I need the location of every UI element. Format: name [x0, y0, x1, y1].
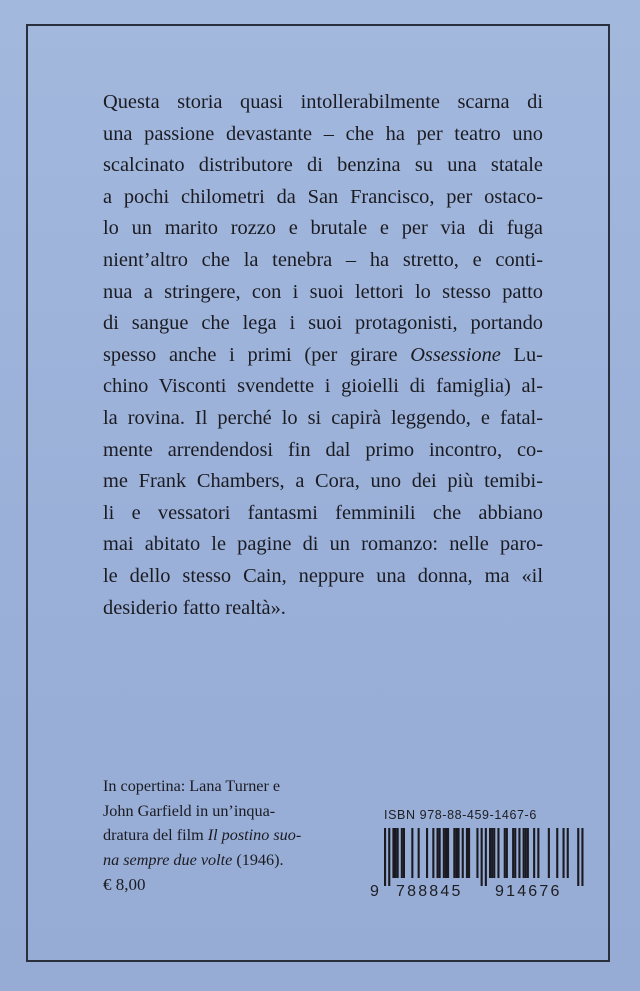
- barcode-guard-bar: [481, 828, 483, 886]
- barcode-bar: [497, 828, 499, 878]
- blurb-line: a pochi chilometri da San Francisco, per ostaco-: [103, 185, 543, 208]
- blurb-line: nua a stringere, con i suoi lettori lo stesso patto: [103, 280, 543, 303]
- barcode-bar: [403, 828, 405, 878]
- barcode-bar: [525, 828, 527, 878]
- price-label: € 8,00: [103, 875, 146, 894]
- barcode-bar: [447, 828, 449, 878]
- barcode-bar: [453, 828, 455, 878]
- barcode-bar: [468, 828, 470, 878]
- barcode-image: [384, 828, 604, 890]
- barcode-bar: [527, 828, 529, 878]
- barcode-bar: [548, 828, 550, 878]
- barcode-bar: [395, 828, 397, 878]
- barcode-bar: [455, 828, 457, 878]
- ean-right-group: 914676: [495, 883, 562, 900]
- barcode-guard-bar: [388, 828, 390, 886]
- cover-credit-caption: [103, 774, 343, 872]
- barcode-bar: [458, 828, 460, 878]
- ean-left-group: 788845: [396, 883, 463, 900]
- barcode-bar: [533, 828, 535, 878]
- caption-film-title: Il postino suo-: [207, 826, 302, 844]
- barcode-bar: [537, 828, 539, 878]
- barcode-bar: [445, 828, 447, 878]
- film-title-ossessione: Ossessione: [410, 343, 501, 366]
- caption-line: John Garfield in un’inqua-: [103, 801, 276, 820]
- barcode-bar: [437, 828, 439, 878]
- barcode-bar: [514, 828, 516, 878]
- blurb-text: [103, 87, 543, 624]
- barcode-bar: [397, 828, 399, 878]
- ean-first-digit: 9: [370, 883, 382, 900]
- barcode-bar: [443, 828, 445, 878]
- blurb-line: lo un marito rozzo e brutale e per via di fuga: [103, 217, 543, 240]
- blurb-line-part: spesso anche i primi (per girare: [103, 343, 398, 366]
- blurb-line: le dello stesso Cain, neppure una donna, ma «il: [103, 564, 543, 587]
- barcode-guard-bar: [485, 828, 487, 886]
- caption-film-title: na sempre due volte: [103, 850, 233, 869]
- blurb-line: desiderio fatto realtà».: [103, 596, 286, 619]
- barcode-bar: [506, 828, 508, 878]
- blurb-line-with-title: [103, 340, 543, 372]
- barcode-bar: [401, 828, 403, 878]
- barcode-bar: [462, 828, 464, 878]
- barcode-bar: [567, 828, 569, 878]
- blurb-line: li e vessatori fantasmi femminili che abbiano: [103, 501, 543, 524]
- barcode-guard-bar: [581, 828, 583, 886]
- barcode-bar: [518, 828, 520, 878]
- barcode-bar: [418, 828, 420, 878]
- barcode-bar: [493, 828, 495, 878]
- barcode-bar: [439, 828, 441, 878]
- barcode-bar: [426, 828, 428, 878]
- barcode-bar: [491, 828, 493, 878]
- caption-line: [103, 823, 343, 848]
- barcode-bar: [523, 828, 525, 878]
- blurb-line: scalcinato distributore di benzina su una statale: [103, 154, 543, 177]
- barcode-bar: [432, 828, 434, 878]
- caption-line: [103, 848, 343, 873]
- barcode-bar: [411, 828, 413, 878]
- barcode-bar: [504, 828, 506, 878]
- barcode-guard-bar: [384, 828, 386, 886]
- barcode-bar: [512, 828, 514, 878]
- blurb-line: una passione devastante – che ha per teatro uno: [103, 122, 543, 145]
- barcode-bar: [489, 828, 491, 878]
- blurb-line: mai abitato le pagine di un romanzo: nelle paro-: [103, 533, 543, 556]
- barcode-bar: [563, 828, 565, 878]
- caption-line-part: dratura del film: [103, 826, 208, 844]
- blurb-line: mente arrendendosi fin dal primo incontro, co-: [103, 438, 543, 461]
- blurb-line-part: Lu-: [513, 343, 543, 366]
- barcode-bar: [476, 828, 478, 878]
- isbn-label: ISBN 978-88-459-1467-6: [384, 808, 537, 822]
- blurb-line: chino Visconti svendette i gioielli di famiglia) al-: [103, 375, 543, 398]
- barcode-bar: [466, 828, 468, 878]
- blurb-line: Questa storia quasi intollerabilmente scarna di: [103, 91, 543, 113]
- blurb-line: nient’altro che la tenebra – ha stretto, e conti-: [103, 248, 543, 271]
- blurb-line: di sangue che lega i suoi protagonisti, portando: [103, 312, 543, 335]
- barcode-bar: [392, 828, 394, 878]
- blurb-line: la rovina. Il perché lo si capirà leggendo, e fatal-: [103, 406, 543, 429]
- barcode-bar: [556, 828, 558, 878]
- caption-line: In copertina: Lana Turner e: [103, 777, 281, 795]
- blurb-line: me Frank Chambers, a Cora, uno dei più temibi-: [103, 470, 543, 493]
- barcode-guard-bar: [577, 828, 579, 886]
- caption-line-part: (1946).: [232, 850, 284, 869]
